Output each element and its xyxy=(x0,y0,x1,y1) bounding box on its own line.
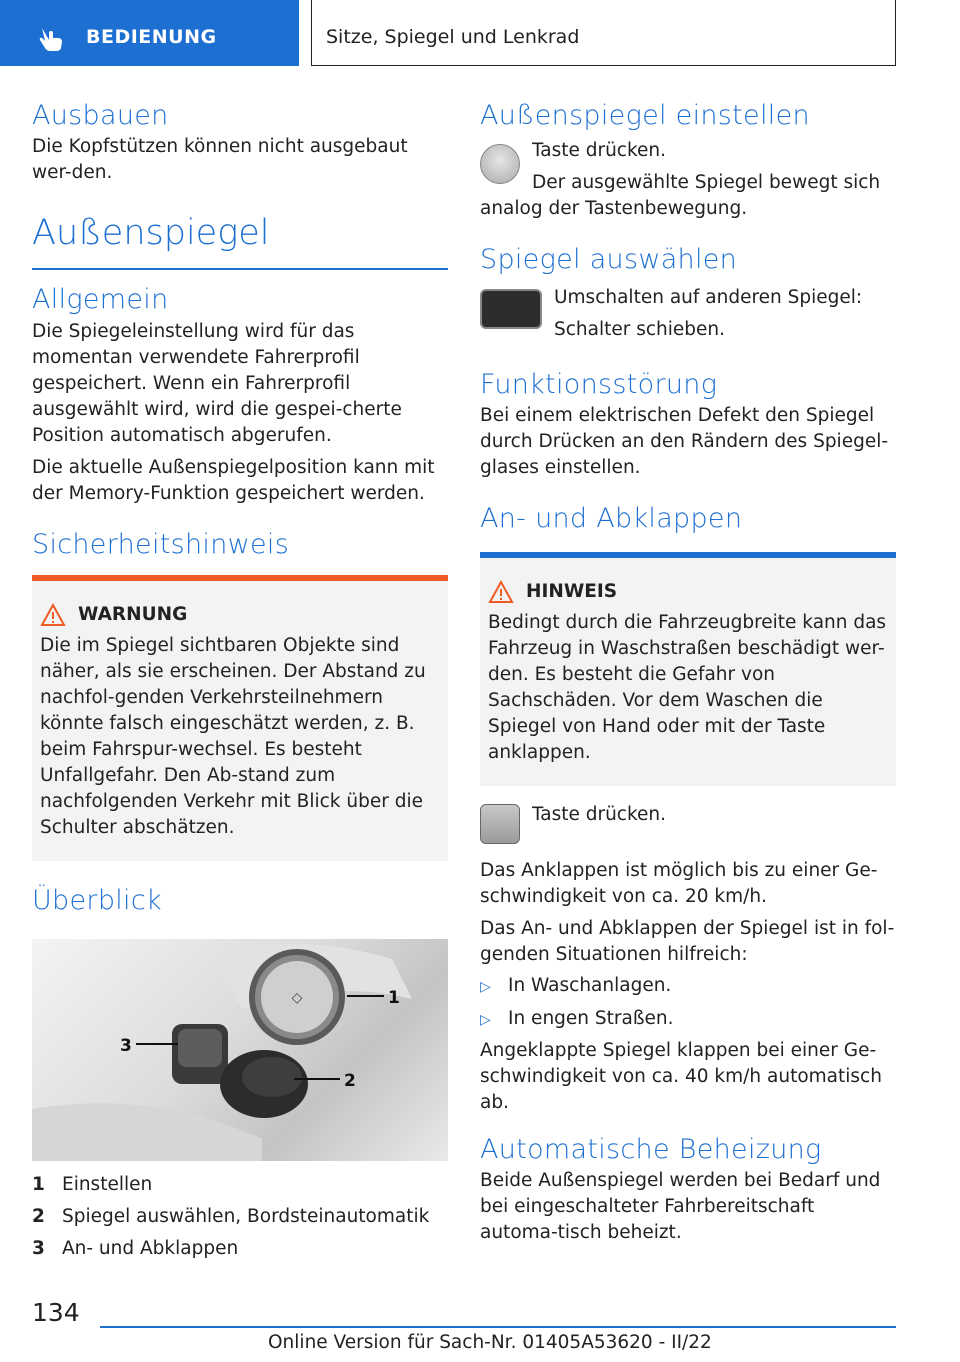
heading-beheizung: Automatische Beheizung xyxy=(480,1133,822,1165)
legend-num: 2 xyxy=(32,1206,45,1228)
right-column xyxy=(480,96,896,1246)
heading-an-abklappen: An- und Abklappen xyxy=(480,503,743,535)
text-klappen-3: Angeklappte Spiegel klappen bei einer Ge-schwindigkeit von ca. 40 km/h automatisch ab. xyxy=(480,1039,882,1113)
page-number: 134 xyxy=(32,1298,80,1327)
warning-triangle-icon xyxy=(40,603,66,627)
warning-box xyxy=(32,575,448,861)
heading-funktionsstoerung: Funktionsstörung xyxy=(480,368,718,400)
legend-list xyxy=(32,1169,448,1265)
hint-triangle-icon xyxy=(488,580,514,604)
door-controls-photo xyxy=(32,939,448,1161)
legend-item xyxy=(32,1169,448,1201)
text-allgemein-2: Die aktuelle Außenspiegelposition kann mit der Memory-Funktion gespeichert werden. xyxy=(32,456,435,504)
mirror-switch-icon xyxy=(480,289,542,329)
callout-2: 2 xyxy=(344,1071,356,1092)
text-auswaehlen-1: Umschalten auf anderen Spiegel: xyxy=(554,286,863,308)
section-tab xyxy=(0,0,299,66)
legend-item xyxy=(32,1233,448,1265)
warning-text: Die im Spiegel sichtbaren Objekte sind näher, als sie erscheinen. Der Abstand zu nachfol-genden Verkehrsteilnehmern könnte falsch eingeschätzt werden, z. B. beim Fahrspur-wechsel. Es besteht Unfallgefahr. Den Ab-stand zum nachfolgenden Verkehr mit Blick über die Schulter abschätzen. xyxy=(40,634,426,838)
chapter-title-box xyxy=(311,0,896,66)
heading-ueberblick: Überblick xyxy=(32,884,162,916)
footer-online-version: Online Version für Sach-Nr. 01405A53620 - II/22 xyxy=(268,1332,712,1353)
footer-rule xyxy=(100,1326,896,1328)
heading-rule xyxy=(32,268,448,270)
callout-1: 1 xyxy=(388,988,400,1009)
list-item xyxy=(480,1003,896,1036)
triangle-bullet-icon: ▷ xyxy=(480,1011,491,1028)
svg-text:◇: ◇ xyxy=(291,990,303,1007)
text-ausbauen: Die Kopfstützen können nicht ausgebaut wer-den. xyxy=(32,136,408,184)
hand-pointer-icon xyxy=(36,24,66,54)
legend-num: 3 xyxy=(32,1238,45,1260)
text-einstellen: Der ausgewählte Spiegel bewegt sich analog der Tastenbewegung. xyxy=(480,172,881,220)
text-allgemein-1: Die Spiegeleinstellung wird für das momentan verwendete Fahrerprofil gespeichert. Wenn ein Fahrerprofil ausgewählt wird, wird die gespei-cherte Position automatisch abgerufen. xyxy=(32,320,402,446)
text-beheizung: Beide Außenspiegel werden bei Bedarf und bei eingeschalteter Fahrbereitschaft automa-tisch beheizt. xyxy=(480,1169,881,1243)
legend-num: 1 xyxy=(32,1174,45,1196)
select-step-row xyxy=(480,285,896,351)
warning-title: WARNUNG xyxy=(78,604,188,626)
left-column xyxy=(32,96,448,1265)
text-einstellen-step: Taste drücken. xyxy=(532,140,667,162)
heading-ausbauen: Ausbauen xyxy=(32,100,169,131)
heading-aussenspiegel: Außenspiegel xyxy=(32,213,270,254)
text-klappen-1: Das Anklappen ist möglich bis zu einer Ge-schwindigkeit von ca. 20 km/h. xyxy=(480,859,878,907)
text-funktionsstoerung: Bei einem elektrischen Defekt den Spiegel durch Drücken an den Rändern des Spiegel-glases einstellen. xyxy=(480,405,889,479)
legend-text: An- und Abklappen xyxy=(62,1238,239,1260)
heading-einstellen: Außenspiegel einstellen xyxy=(480,100,810,131)
heading-auswaehlen: Spiegel auswählen xyxy=(480,244,738,276)
list-item-text: In engen Straßen. xyxy=(508,1007,674,1029)
chapter-title: Sitze, Spiegel und Lenkrad xyxy=(326,26,580,48)
hint-title: HINWEIS xyxy=(526,581,618,603)
legend-item xyxy=(32,1201,448,1233)
list-item xyxy=(480,970,896,1003)
fold-mirror-button-icon xyxy=(480,804,520,844)
callout-3: 3 xyxy=(120,1036,132,1057)
legend-text: Spiegel auswählen, Bordsteinautomatik xyxy=(62,1206,430,1228)
door-panel-illustration xyxy=(32,939,448,1161)
situation-list xyxy=(480,970,896,1036)
heading-sicherheitshinweis: Sicherheitshinweis xyxy=(32,528,290,560)
hint-box xyxy=(480,552,896,786)
legend-text: Einstellen xyxy=(62,1174,153,1196)
section-label: BEDIENUNG xyxy=(86,26,217,48)
page-header xyxy=(0,0,960,66)
list-item-text: In Waschanlagen. xyxy=(508,974,672,996)
fold-step-row xyxy=(480,802,896,848)
text-klappen-step: Taste drücken. xyxy=(532,803,667,825)
heading-allgemein: Allgemein xyxy=(32,284,169,316)
hint-text: Bedingt durch die Fahrzeugbreite kann das Fahrzeug in Waschstraßen beschädigt wer-den. Es besteht die Gefahr von Sachschäden. Vor dem Waschen die Spiegel von Hand oder mit der Taste anklappen. xyxy=(488,611,887,763)
adjust-step-row xyxy=(480,138,896,198)
triangle-bullet-icon: ▷ xyxy=(480,978,491,995)
joystick-button-icon xyxy=(480,144,520,184)
text-auswaehlen-2: Schalter schieben. xyxy=(554,318,726,340)
text-klappen-2: Das An- und Abklappen der Spiegel ist in fol-genden Situationen hilfreich: xyxy=(480,917,895,965)
